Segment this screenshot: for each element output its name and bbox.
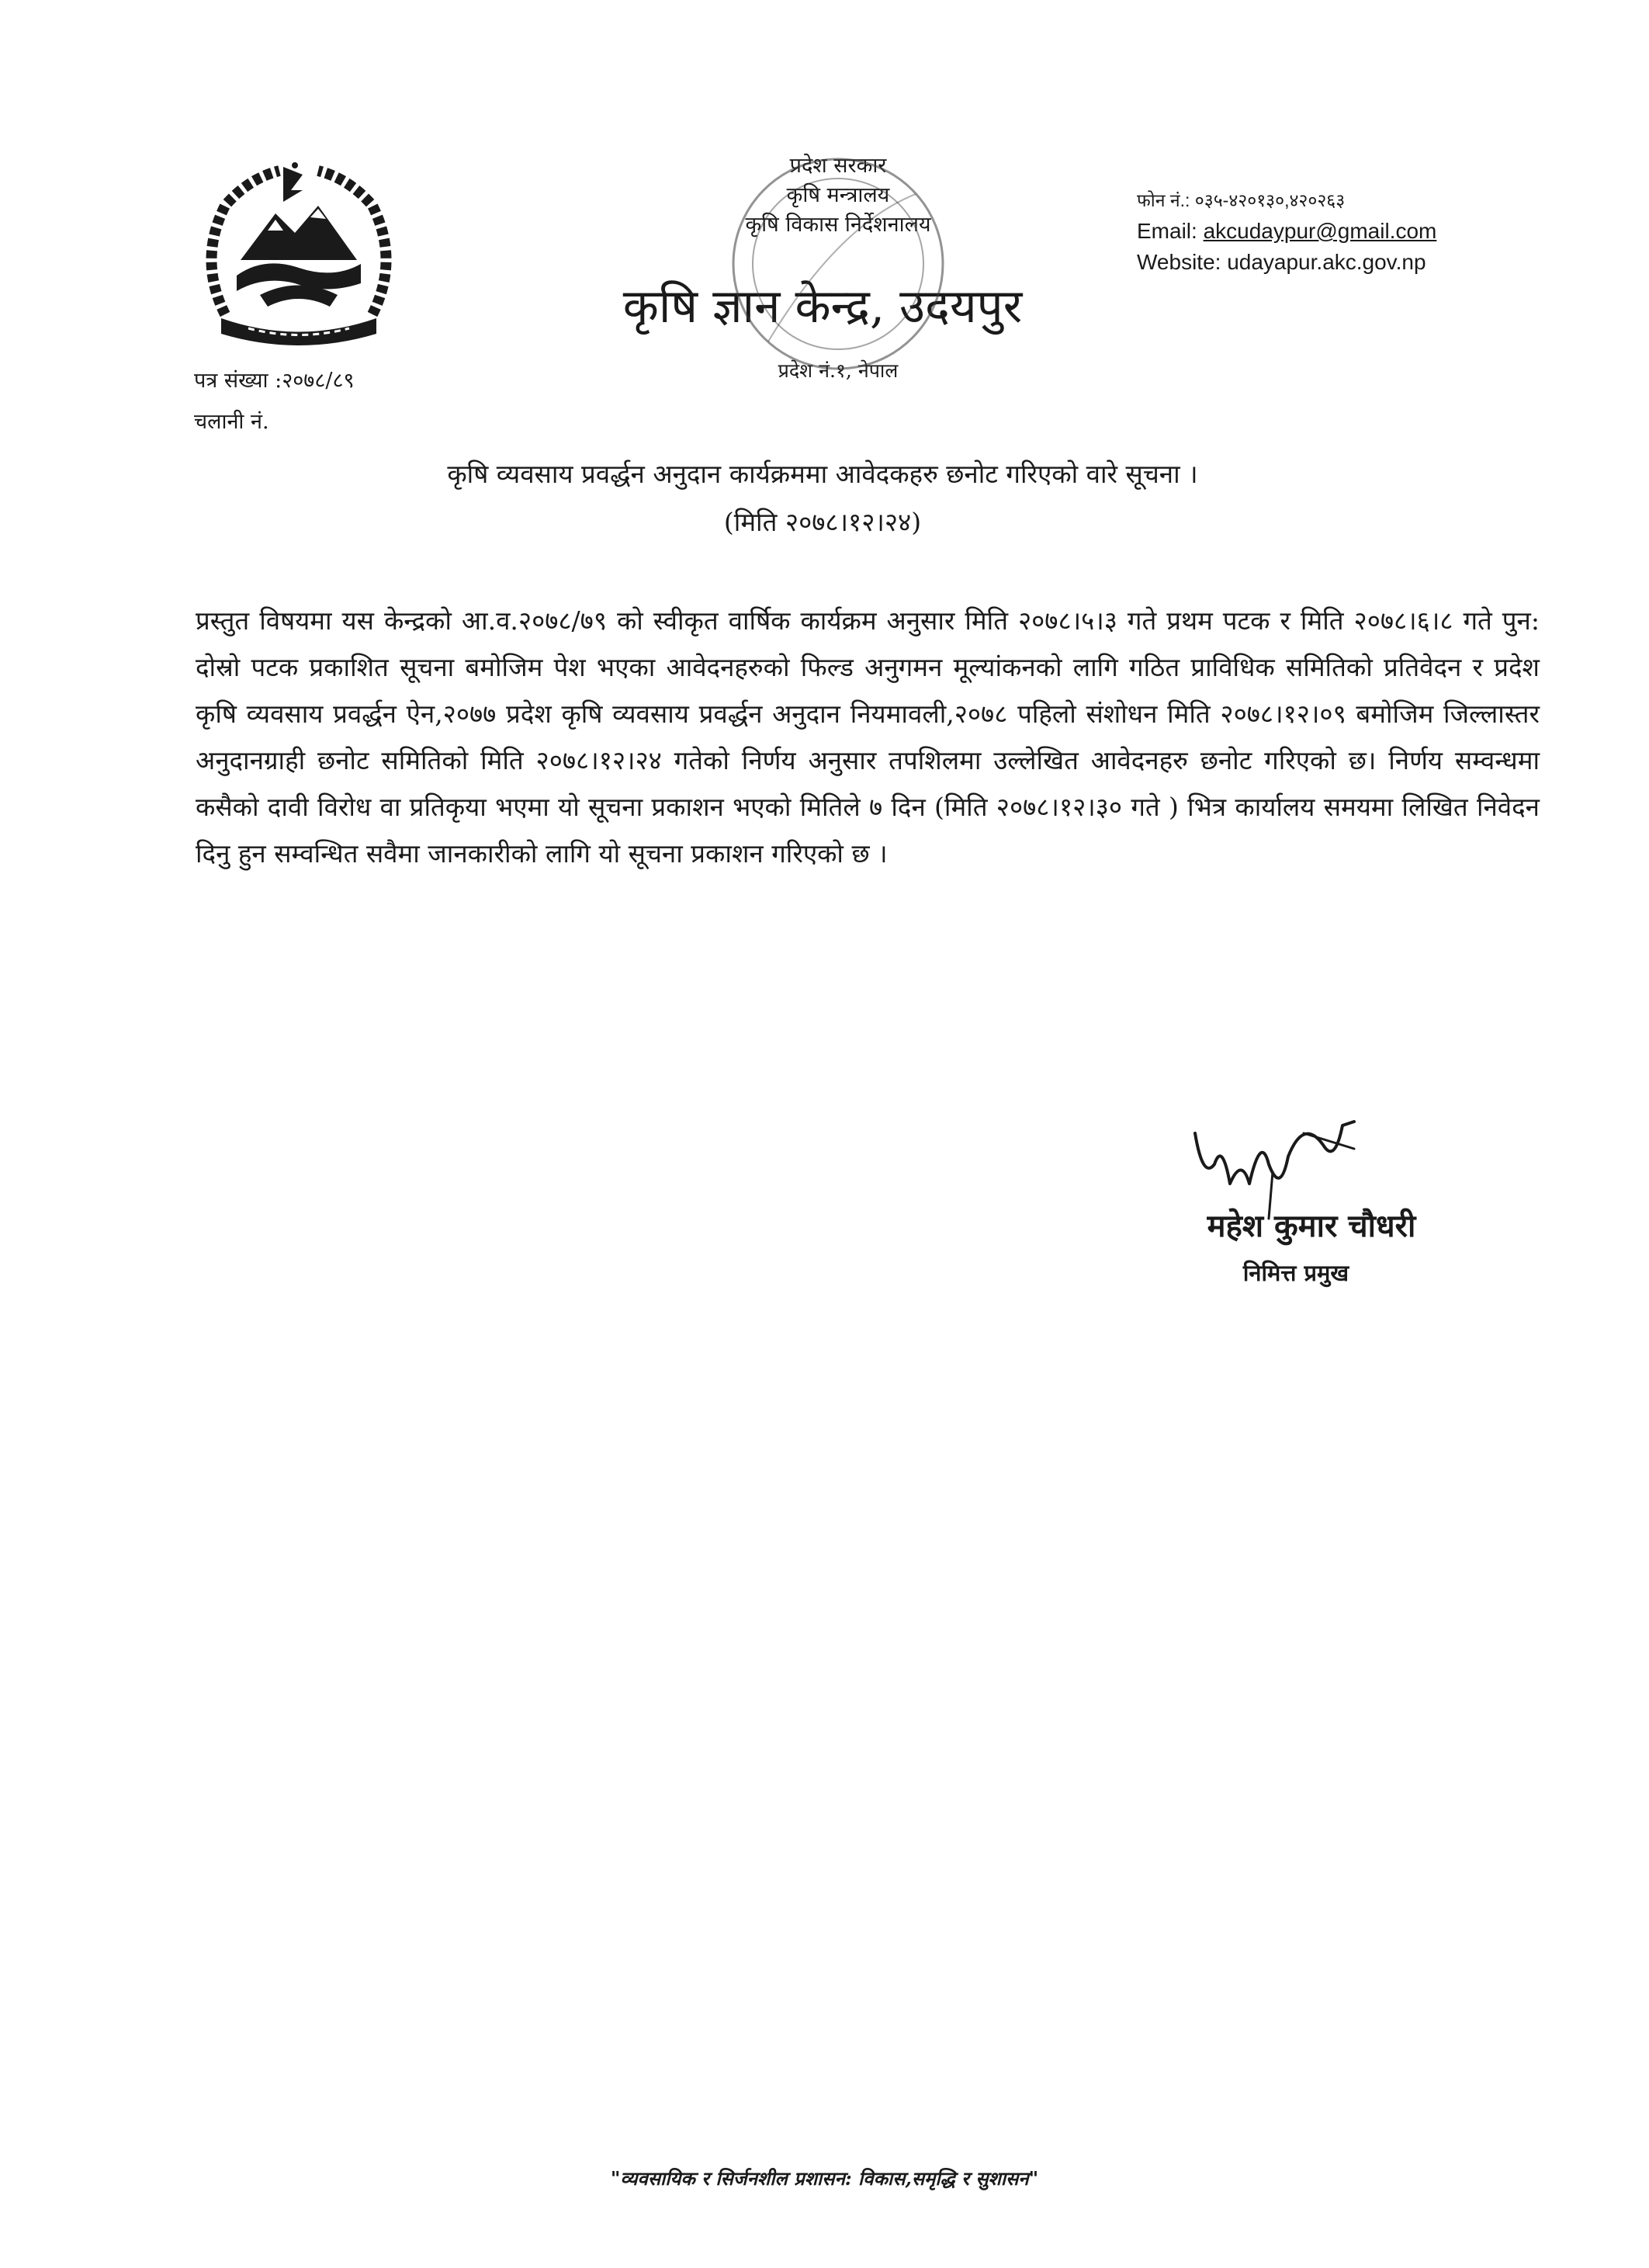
- office-stamp-icon: [722, 147, 954, 380]
- footer-motto: "व्यवसायिक र सिर्जनशील प्रशासन: विकास,समृद्धि र सुशासन": [610, 2167, 1039, 2190]
- letter-number: पत्र संख्या :२०७८/८९: [194, 369, 355, 393]
- signatory-title: निमित्त प्रमुख: [1242, 1260, 1349, 1286]
- signatory-name: महेश कुमार चौधरी: [1207, 1208, 1416, 1244]
- website-line[interactable]: Website: udayapur.akc.gov.np: [1137, 250, 1426, 274]
- letterhead-line-government: प्रदेश सरकार: [789, 154, 887, 178]
- contact-block: [1137, 185, 1436, 278]
- subject-title: कृषि व्यवसाय प्रवर्द्धन अनुदान कार्यक्रममा आवेदकहरु छनोट गरिएको वारे सूचना ।: [447, 459, 1198, 489]
- notice-body: प्रस्तुत विषयमा यस केन्द्रको आ.व.२०७८/७९ को स्वीकृत वार्षिक कार्यक्रम अनुसार मिति २०७८।५।३ गते प्रथम पटक र मिति २०७८।६।८ गते पुन: दोस्रो पटक प्रकाशित सूचना बमोजिम पेश भएका आवेदनहरुको फिल्ड अनुगमन मूल्यांकनको लागि गठित प्राविधिक समितिको प्रतिवेदन र प्रदेश कृषि व्यवसाय प्रवर्द्धन ऐन,२०७७ प्रदेश कृषि व्यवसाय प्रवर्द्धन अनुदान नियमावली,२०७८ पहिलो संशोधन मिति २०७८।१२।०९ बमोजिम जिल्लास्तर अनुदानग्राही छनोट समितिको मिति २०७८।१२।२४ गतेको निर्णय अनुसार तपशिलमा उल्लेखित आवेदनहरु छनोट गरिएको छ। निर्णय सम्वन्धमा कसैको दावी विरोध वा प्रतिकृया भएमा यो सूचना प्रकाशन भएको मितिले ७ दिन (मिति २०७८।१२।३० गते ) भित्र कार्यालय समयमा लिखित निवेदन दिनु हुन सम्वन्धित सवैमा जानकारीको लागि यो सूचना प्रकाशन गरिएको छ ।: [196, 605, 1540, 869]
- office-name: कृषि ज्ञान केन्द्र, उदयपुर: [622, 279, 1023, 334]
- subject-date: (मिति २०७८।१२।२४): [723, 507, 922, 537]
- subject-block: [194, 450, 1451, 546]
- province-line: प्रदेश नं.१, नेपाल: [778, 359, 899, 382]
- letterhead-line-directorate: कृषि विकास निर्देशनालय: [745, 213, 931, 237]
- phone-number: फोन नं.: ०३५-४२०१३०,४२०२६३: [1137, 190, 1346, 210]
- email-label: Email:: [1137, 219, 1204, 243]
- letterhead-line-ministry: कृषि मन्त्रालय: [786, 183, 890, 207]
- dispatch-number: चलानी नं.: [194, 410, 269, 434]
- email-line: [1137, 216, 1436, 247]
- email-link[interactable]: akcudaypur@gmail.com: [1203, 219, 1437, 243]
- nepal-emblem-icon: [194, 159, 404, 349]
